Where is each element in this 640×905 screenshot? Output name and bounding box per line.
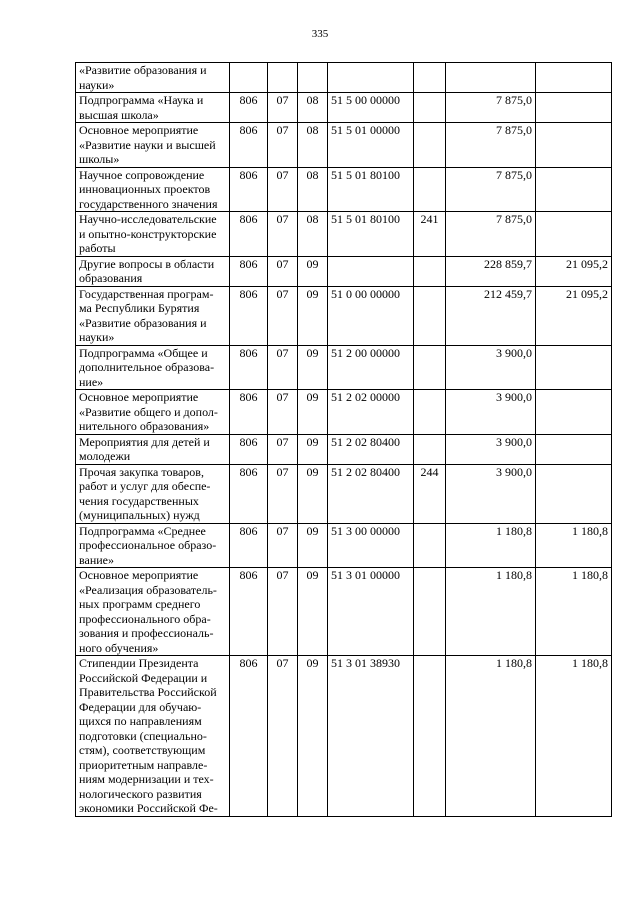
cell-name-line: чения государственных [79,493,199,508]
cell-ved: 806 [230,123,268,168]
cell-name-line: ма Республики Бурятия [79,301,200,315]
cell-ved: 806 [230,464,268,523]
table-row [76,63,612,93]
cell-name [76,434,230,464]
cell-name-line: ных программ среднего [79,597,201,611]
cell-sum-1: 7 875,0 [446,93,536,123]
cell-ved: 806 [230,256,268,286]
cell-name-line: ного обучения» [79,640,159,655]
cell-vr [414,345,446,390]
cell-pr: 09 [298,256,328,286]
cell-name-line: Государственная програм- [79,286,214,301]
cell-name-line: Другие вопросы в области [79,256,215,271]
cell-name-line: Научно-исследовательские [79,212,217,226]
cell-name [76,345,230,390]
cell-vr [414,167,446,212]
cell-ved: 806 [230,434,268,464]
cell-name-line: дополнительное образова- [79,360,215,374]
cell-sum-1: 7 875,0 [446,123,536,168]
cell-sum-2: 21 095,2 [536,286,612,345]
cell-pr: 08 [298,167,328,212]
cell-ved: 806 [230,568,268,656]
cell-name-line: науки» [79,330,115,344]
cell-name [76,63,230,93]
cell-vr [414,390,446,435]
cell-ved: 806 [230,345,268,390]
cell-sum-1: 1 180,8 [446,656,536,817]
cell-ved: 806 [230,656,268,817]
cell-sum-2 [536,123,612,168]
cell-csr: 51 5 01 80100 [328,167,414,212]
cell-name-line: Основное мероприятие [79,568,199,582]
cell-rz [268,63,298,93]
cell-name-line: Основное мероприятие [79,123,199,137]
cell-ved: 806 [230,212,268,257]
cell-csr [328,63,414,93]
cell-ved: 806 [230,286,268,345]
cell-pr: 09 [298,523,328,568]
cell-name [76,568,230,656]
cell-name-line: зования и профессиональ- [79,626,214,640]
cell-name-line: Российской Федерации и [79,670,208,685]
cell-pr: 09 [298,286,328,345]
cell-rz: 07 [268,523,298,568]
cell-sum-1: 212 459,7 [446,286,536,345]
cell-name-line: Мероприятия для детей и [79,434,210,449]
cell-csr: 51 5 00 00000 [328,93,414,123]
cell-sum-1: 7 875,0 [446,212,536,257]
cell-name-line: «Развитие науки и высшей [79,137,216,152]
cell-name-line: Основное мероприятие [79,390,199,404]
budget-table [75,62,612,817]
cell-name-line: образования [79,271,143,285]
cell-rz: 07 [268,390,298,435]
cell-sum-1 [446,63,536,93]
cell-pr: 09 [298,390,328,435]
cell-name-line: молодежи [79,449,131,463]
cell-rz: 07 [268,434,298,464]
cell-vr [414,123,446,168]
cell-sum-2 [536,167,612,212]
cell-name-line: (муниципальных) нужд [79,508,200,522]
cell-sum-1: 3 900,0 [446,390,536,435]
page-number: 335 [311,28,329,40]
cell-ved: 806 [230,167,268,212]
cell-vr [414,286,446,345]
cell-pr: 08 [298,212,328,257]
cell-sum-1: 3 900,0 [446,345,536,390]
cell-sum-1: 228 859,7 [446,256,536,286]
cell-name-line: государственного значения [79,196,218,211]
cell-rz: 07 [268,464,298,523]
cell-ved: 806 [230,390,268,435]
cell-sum-1: 7 875,0 [446,167,536,212]
cell-name-line: Стипендии Президента [79,656,199,670]
cell-name-line: «Развитие общего и допол- [79,404,218,419]
cell-name [76,390,230,435]
cell-csr: 51 2 02 80400 [328,434,414,464]
cell-name-line: Прочая закупка товаров, [79,464,204,479]
cell-name-line: приоритетным направле- [79,757,208,772]
cell-vr [414,63,446,93]
cell-name-line: Правительства Российской [79,685,217,699]
cell-sum-2: 1 180,8 [536,523,612,568]
cell-name [76,286,230,345]
table-row [76,123,612,168]
table-row [76,256,612,286]
cell-sum-1: 3 900,0 [446,434,536,464]
cell-pr: 09 [298,464,328,523]
table-row [76,464,612,523]
cell-vr [414,93,446,123]
cell-vr [414,568,446,656]
table-row [76,390,612,435]
cell-pr: 09 [298,656,328,817]
cell-name-line: ние» [79,374,104,389]
cell-name-line: экономики Российской Фе- [79,801,218,815]
cell-pr: 08 [298,123,328,168]
cell-sum-2 [536,464,612,523]
cell-name-line: науки» [79,77,115,92]
cell-vr [414,256,446,286]
cell-sum-2 [536,212,612,257]
cell-name-line: вание» [79,552,115,567]
cell-name-line: нологического развития [79,786,202,801]
cell-sum-2 [536,390,612,435]
cell-name-line: профессиональное образо- [79,538,217,552]
cell-sum-1: 1 180,8 [446,568,536,656]
cell-csr [328,256,414,286]
cell-name-line: профессионального обра- [79,611,211,626]
cell-name-line: инновационных проектов [79,182,211,196]
cell-name-line: «Развитие образования и [79,315,207,330]
cell-rz: 07 [268,568,298,656]
cell-name-line: Подпрограмма «Общее и [79,345,208,360]
cell-rz: 07 [268,345,298,390]
cell-rz: 07 [268,656,298,817]
cell-name-line: ниям модернизации и тех- [79,772,214,786]
cell-sum-2 [536,63,612,93]
cell-csr: 51 3 00 00000 [328,523,414,568]
cell-rz: 07 [268,167,298,212]
cell-name-line: Подпрограмма «Среднее [79,523,206,538]
cell-name-line: Подпрограмма «Наука и [79,93,204,107]
cell-name-line: «Развитие образования и [79,63,207,77]
cell-name-line: школы» [79,152,120,166]
cell-rz: 07 [268,256,298,286]
cell-csr: 51 3 01 00000 [328,568,414,656]
cell-name-line: стям), соответствующим [79,743,206,757]
cell-vr [414,523,446,568]
cell-name-line: Федерации для обучаю- [79,699,202,714]
table-row [76,434,612,464]
cell-pr: 08 [298,93,328,123]
cell-csr: 51 0 00 00000 [328,286,414,345]
cell-rz: 07 [268,212,298,257]
table-row [76,167,612,212]
cell-name [76,212,230,257]
cell-rz: 07 [268,286,298,345]
table-row [76,656,612,817]
cell-csr: 51 2 02 00000 [328,390,414,435]
cell-name [76,167,230,212]
cell-pr: 09 [298,434,328,464]
cell-ved [230,63,268,93]
table-row [76,212,612,257]
cell-csr: 51 3 01 38930 [328,656,414,817]
cell-sum-2 [536,345,612,390]
cell-ved: 806 [230,93,268,123]
cell-csr: 51 5 01 80100 [328,212,414,257]
cell-csr: 51 5 01 00000 [328,123,414,168]
cell-name-line: нительного образования» [79,419,210,433]
table-row [76,523,612,568]
cell-sum-2 [536,434,612,464]
cell-sum-1: 3 900,0 [446,464,536,523]
cell-pr: 09 [298,568,328,656]
cell-name-line: высшая школа» [79,107,159,122]
cell-name-line: и опытно-конструкторские [79,226,217,241]
cell-name-line: подготовки (специально- [79,728,207,743]
cell-sum-2: 1 180,8 [536,568,612,656]
cell-name-line: работы [79,241,116,255]
cell-pr [298,63,328,93]
cell-ved: 806 [230,523,268,568]
table-body [76,63,612,817]
cell-name-line: щихся по направлениям [79,714,202,728]
cell-name [76,656,230,817]
cell-sum-2: 21 095,2 [536,256,612,286]
cell-vr [414,656,446,817]
cell-name [76,256,230,286]
cell-csr: 51 2 00 00000 [328,345,414,390]
cell-rz: 07 [268,93,298,123]
cell-rz: 07 [268,123,298,168]
table-row [76,93,612,123]
cell-sum-2: 1 180,8 [536,656,612,817]
cell-sum-1: 1 180,8 [446,523,536,568]
cell-vr: 241 [414,212,446,257]
cell-vr: 244 [414,464,446,523]
cell-vr [414,434,446,464]
cell-name [76,523,230,568]
cell-name-line: «Реализация образователь- [79,582,217,597]
cell-sum-2 [536,93,612,123]
cell-pr: 09 [298,345,328,390]
table-row [76,568,612,656]
cell-name-line: работ и услуг для обеспе- [79,479,211,493]
cell-name-line: Научное сопровождение [79,167,205,182]
cell-name [76,93,230,123]
cell-name [76,464,230,523]
table-row [76,286,612,345]
table-row [76,345,612,390]
cell-name [76,123,230,168]
cell-csr: 51 2 02 80400 [328,464,414,523]
